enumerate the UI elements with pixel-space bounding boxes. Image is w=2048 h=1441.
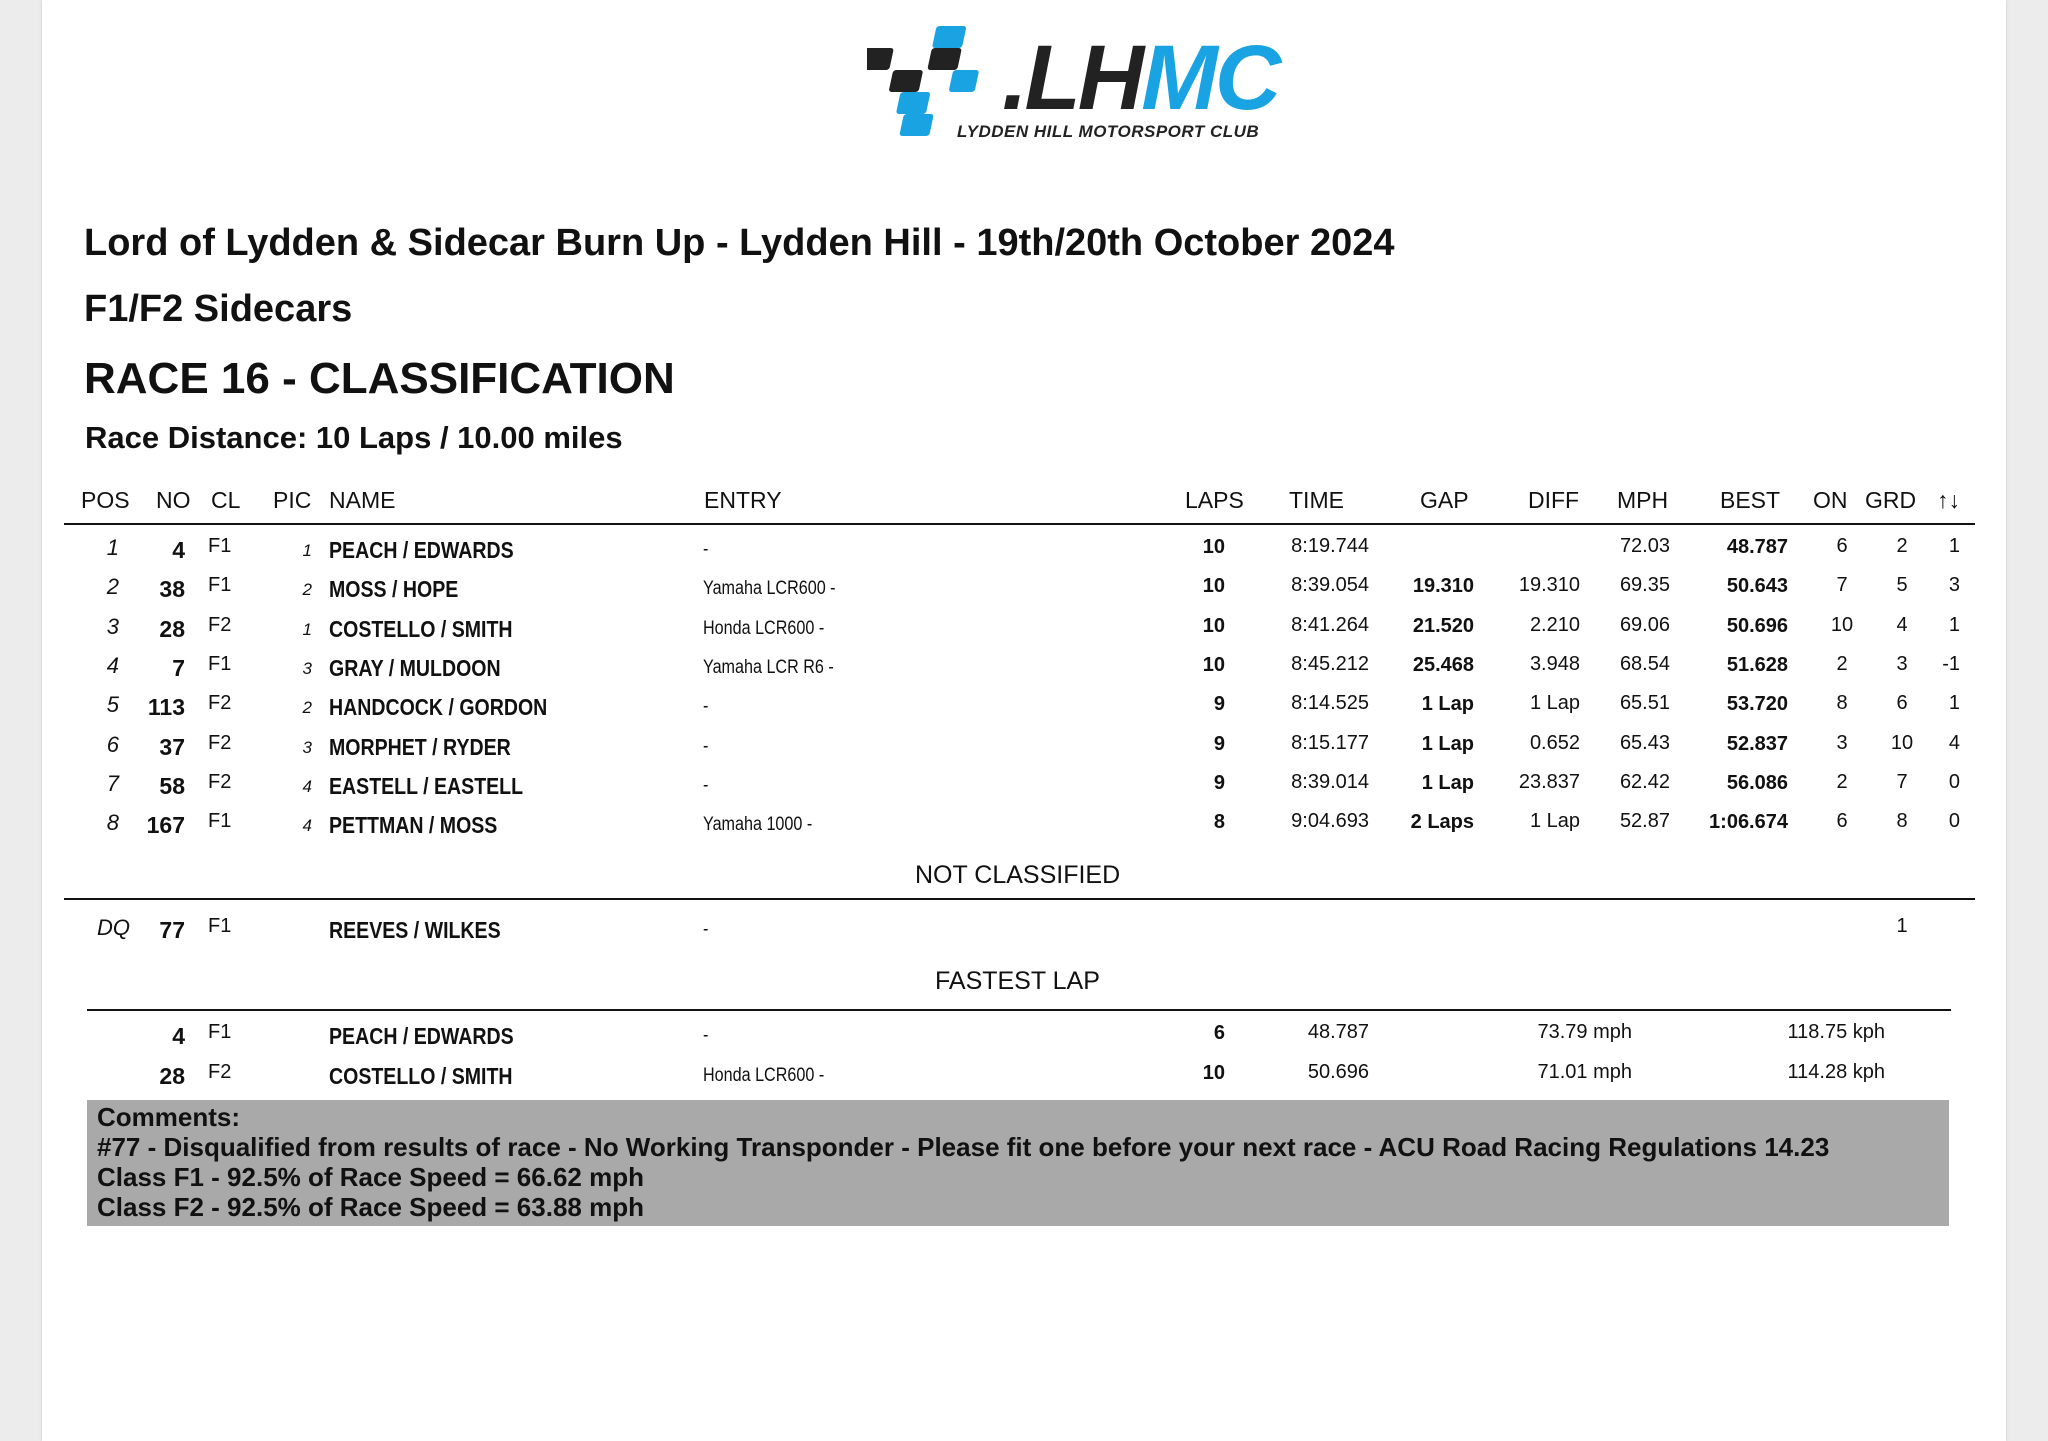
result-row — [42, 535, 2006, 565]
grd-cell: 3 — [1896, 652, 1908, 675]
best-cell: 51.628 — [1726, 653, 1788, 676]
pic-cell: 3 — [302, 658, 312, 678]
laps-cell: 10 — [1202, 614, 1225, 637]
gap-cell: 1 Lap — [1421, 771, 1474, 794]
mph-cell: 69.35 — [1619, 574, 1670, 597]
grd-cell: 4 — [1896, 613, 1908, 636]
comment-line: Class F1 - 92.5% of Race Speed = 66.62 mph — [97, 1162, 644, 1192]
name-cell: HANDCOCK / GORDON — [329, 694, 548, 721]
entry-cell: Yamaha LCR600 - — [703, 578, 836, 600]
time-cell: 8:41.264 — [1291, 613, 1369, 636]
mph-cell: 69.06 — [1619, 613, 1670, 636]
name-cell: COSTELLO / SMITH — [329, 1063, 513, 1089]
laps-cell: 9 — [1213, 693, 1225, 716]
class-cell: F1 — [208, 535, 232, 557]
entry-cell: - — [703, 1025, 709, 1046]
name-cell: PETTMAN / MOSS — [329, 812, 498, 839]
result-row — [42, 692, 2006, 722]
position-change-cell: 1 — [1948, 613, 1960, 636]
time-cell: 8:39.014 — [1291, 770, 1369, 793]
position-change-cell: -1 — [1942, 652, 1960, 675]
name-cell: COSTELLO / SMITH — [329, 615, 513, 642]
col-pic: PIC — [273, 487, 312, 513]
grd-cell: 2 — [1896, 535, 1908, 557]
pos-cell: 6 — [106, 731, 119, 757]
class-cell: F1 — [208, 652, 232, 675]
gap-cell: 21.520 — [1412, 614, 1474, 637]
col-grd: GRD — [1865, 487, 1917, 513]
result-row — [42, 653, 2006, 683]
on-cell: 7 — [1836, 574, 1848, 597]
comments-box — [87, 1100, 1949, 1226]
result-row — [42, 732, 2006, 762]
lhmc-logo — [867, 24, 1277, 144]
class-cell: F1 — [208, 915, 232, 937]
class-cell: F1 — [208, 574, 232, 597]
pos-cell: 8 — [106, 810, 119, 836]
car-number: 28 — [159, 615, 185, 642]
pic-cell: 2 — [302, 698, 312, 718]
comment-line: #77 - Disqualified from results of race - No Working Transponder - Please fit one before your next race - ACU Road Racing Regulations 14.23 — [97, 1132, 1830, 1162]
entry-cell: Yamaha 1000 - — [703, 814, 813, 836]
laps-cell: 9 — [1213, 771, 1225, 794]
pos-cell: 1 — [106, 535, 119, 560]
car-number: 4 — [172, 537, 185, 563]
car-number: 38 — [159, 576, 185, 603]
time-cell: 9:04.693 — [1291, 810, 1369, 833]
name-cell: PEACH / EDWARDS — [329, 537, 514, 563]
result-row — [42, 771, 2006, 801]
best-cell: 50.696 — [1726, 614, 1788, 637]
class-cell: F1 — [208, 1021, 232, 1043]
col-entry: ENTRY — [704, 487, 782, 513]
on-cell: 6 — [1836, 810, 1848, 833]
name-cell: PEACH / EDWARDS — [329, 1023, 514, 1049]
lap-time-cell: 48.787 — [1307, 1021, 1369, 1043]
result-row — [42, 574, 2006, 604]
name-cell: MORPHET / RYDER — [329, 733, 511, 760]
name-cell: REEVES / WILKES — [329, 917, 501, 943]
pos-cell: 5 — [106, 692, 119, 718]
laps-cell: 8 — [1213, 811, 1225, 834]
entry-cell: - — [703, 774, 709, 796]
diff-cell: 19.310 — [1518, 574, 1580, 597]
car-number: 113 — [147, 694, 185, 721]
gap-cell: 19.310 — [1412, 575, 1474, 598]
col-name: NAME — [329, 487, 396, 513]
col-gap: GAP — [1420, 487, 1469, 513]
pos-cell: 7 — [106, 770, 119, 796]
diff-cell: 3.948 — [1529, 652, 1580, 675]
on-cell: 6 — [1836, 535, 1848, 557]
mph-cell: 68.54 — [1619, 652, 1670, 675]
class-title: F1/F2 Sidecars — [84, 288, 353, 330]
best-cell: 1:06.674 — [1709, 811, 1788, 834]
best-cell: 50.643 — [1726, 575, 1788, 598]
pos-cell: 3 — [106, 613, 119, 639]
race-title: RACE 16 - CLASSIFICATION — [84, 354, 675, 403]
name-cell: GRAY / MULDOON — [329, 654, 501, 681]
laps-cell: 10 — [1202, 536, 1225, 558]
laps-cell: 10 — [1202, 653, 1225, 676]
entry-cell: Yamaha LCR R6 - — [703, 656, 834, 678]
col-cl: CL — [211, 487, 241, 513]
best-cell: 56.086 — [1726, 771, 1788, 794]
lap-mph-cell: 73.79 mph — [1537, 1021, 1632, 1043]
pos-cell: 2 — [106, 574, 119, 600]
comments-heading: Comments: — [97, 1102, 241, 1132]
pos-cell: 4 — [106, 652, 119, 678]
grd-cell: 6 — [1896, 692, 1908, 715]
car-number: 77 — [159, 917, 185, 943]
logo-wordmark: .LHMC — [1002, 27, 1279, 129]
entry-cell: - — [703, 696, 709, 718]
grd-cell: 1 — [1896, 915, 1908, 937]
diff-cell: 23.837 — [1518, 770, 1580, 793]
diff-cell: 0.652 — [1529, 731, 1580, 754]
position-change-cell: 0 — [1948, 810, 1960, 833]
time-cell: 8:19.744 — [1291, 535, 1369, 557]
name-cell: EASTELL / EASTELL — [329, 772, 524, 799]
mph-cell: 65.51 — [1619, 692, 1670, 715]
time-cell: 8:14.525 — [1291, 692, 1369, 715]
lap-kph-cell: 114.28 kph — [1787, 1061, 1885, 1083]
col-best: BEST — [1720, 487, 1781, 513]
pic-cell: 4 — [302, 776, 312, 796]
grd-cell: 7 — [1896, 770, 1908, 793]
car-number: 7 — [172, 654, 185, 681]
on-cell: 8 — [1836, 692, 1848, 715]
diff-cell: 1 Lap — [1529, 692, 1580, 715]
grd-cell: 5 — [1896, 574, 1908, 597]
class-cell: F2 — [208, 692, 232, 715]
position-change-cell: 1 — [1948, 692, 1960, 715]
car-number: 4 — [172, 1023, 185, 1049]
name-cell: MOSS / HOPE — [329, 576, 459, 603]
entry-cell: - — [703, 735, 709, 757]
lap-mph-cell: 71.01 mph — [1537, 1061, 1632, 1083]
best-cell: 53.720 — [1726, 693, 1788, 716]
pic-cell: 1 — [302, 619, 312, 639]
lap-kph-cell: 118.75 kph — [1787, 1021, 1885, 1043]
pos-cell: DQ — [97, 915, 130, 940]
mph-cell: 72.03 — [1619, 535, 1670, 557]
pic-cell: 3 — [302, 737, 312, 757]
position-change-cell: 3 — [1948, 574, 1960, 597]
pic-cell: 4 — [302, 816, 312, 836]
entry-cell: - — [703, 919, 709, 940]
lap-number-cell: 10 — [1202, 1062, 1225, 1084]
class-cell: F2 — [208, 613, 232, 636]
diff-cell: 1 Lap — [1529, 810, 1580, 833]
lap-time-cell: 50.696 — [1307, 1061, 1369, 1083]
entry-cell: Honda LCR600 - — [703, 1065, 825, 1086]
comment-line: Class F2 - 92.5% of Race Speed = 63.88 mph — [97, 1192, 644, 1222]
mph-cell: 52.87 — [1619, 810, 1670, 833]
laps-cell: 9 — [1213, 732, 1225, 755]
col-time: TIME — [1289, 487, 1344, 513]
class-cell: F2 — [208, 1061, 232, 1083]
col-diff: DIFF — [1528, 487, 1580, 513]
car-number: 28 — [159, 1063, 185, 1089]
entry-cell: - — [703, 539, 709, 560]
pic-cell: 1 — [302, 541, 312, 560]
on-cell: 2 — [1836, 652, 1848, 675]
time-cell: 8:15.177 — [1291, 731, 1369, 754]
position-change-cell: 0 — [1948, 770, 1960, 793]
laps-cell: 10 — [1202, 575, 1225, 598]
time-cell: 8:39.054 — [1291, 574, 1369, 597]
diff-cell: 2.210 — [1529, 613, 1580, 636]
grd-cell: 8 — [1896, 810, 1908, 833]
fastest-lap-rule — [87, 1009, 1951, 1011]
grd-cell: 10 — [1890, 731, 1914, 754]
on-cell: 2 — [1836, 770, 1848, 793]
gap-cell: 1 Lap — [1421, 693, 1474, 716]
car-number: 167 — [146, 812, 185, 839]
gap-cell: 25.468 — [1412, 653, 1474, 676]
result-row — [42, 810, 2006, 840]
on-cell: 10 — [1830, 613, 1854, 636]
event-title: Lord of Lydden & Sidecar Burn Up - Lydden Hill - 19th/20th October 2024 — [84, 222, 1395, 264]
car-number: 58 — [159, 772, 185, 799]
not-classified-title: NOT CLASSIFIED — [915, 861, 1121, 889]
class-cell: F2 — [208, 731, 232, 754]
header-rule — [64, 523, 1975, 525]
position-change-cell: 1 — [1948, 535, 1960, 557]
col-arrows: ↑↓ — [1937, 487, 1960, 513]
results-page — [42, 0, 2006, 1441]
gap-cell: 2 Laps — [1410, 811, 1474, 834]
car-number: 37 — [159, 733, 185, 760]
col-pos: POS — [81, 487, 130, 513]
col-mph: MPH — [1617, 487, 1669, 513]
class-cell: F1 — [208, 810, 232, 833]
race-distance: Race Distance: 10 Laps / 10.00 miles — [85, 420, 623, 455]
result-row — [42, 614, 2006, 644]
col-laps: LAPS — [1185, 487, 1244, 513]
logo-subtitle: LYDDEN HILL MOTORSPORT CLUB — [957, 122, 1260, 141]
pic-cell: 2 — [302, 580, 312, 600]
class-cell: F2 — [208, 770, 232, 793]
col-no: NO — [156, 487, 191, 513]
mph-cell: 62.42 — [1619, 770, 1670, 793]
best-cell: 48.787 — [1726, 536, 1788, 558]
position-change-cell: 4 — [1948, 731, 1960, 754]
mph-cell: 65.43 — [1619, 731, 1670, 754]
best-cell: 52.837 — [1726, 732, 1788, 755]
lap-number-cell: 6 — [1213, 1022, 1225, 1044]
col-on: ON — [1813, 487, 1848, 513]
time-cell: 8:45.212 — [1291, 652, 1369, 675]
gap-cell: 1 Lap — [1421, 732, 1474, 755]
not-classified-rule — [64, 898, 1975, 900]
on-cell: 3 — [1836, 731, 1848, 754]
fastest-lap-title: FASTEST LAP — [935, 967, 1100, 995]
entry-cell: Honda LCR600 - — [703, 617, 825, 639]
